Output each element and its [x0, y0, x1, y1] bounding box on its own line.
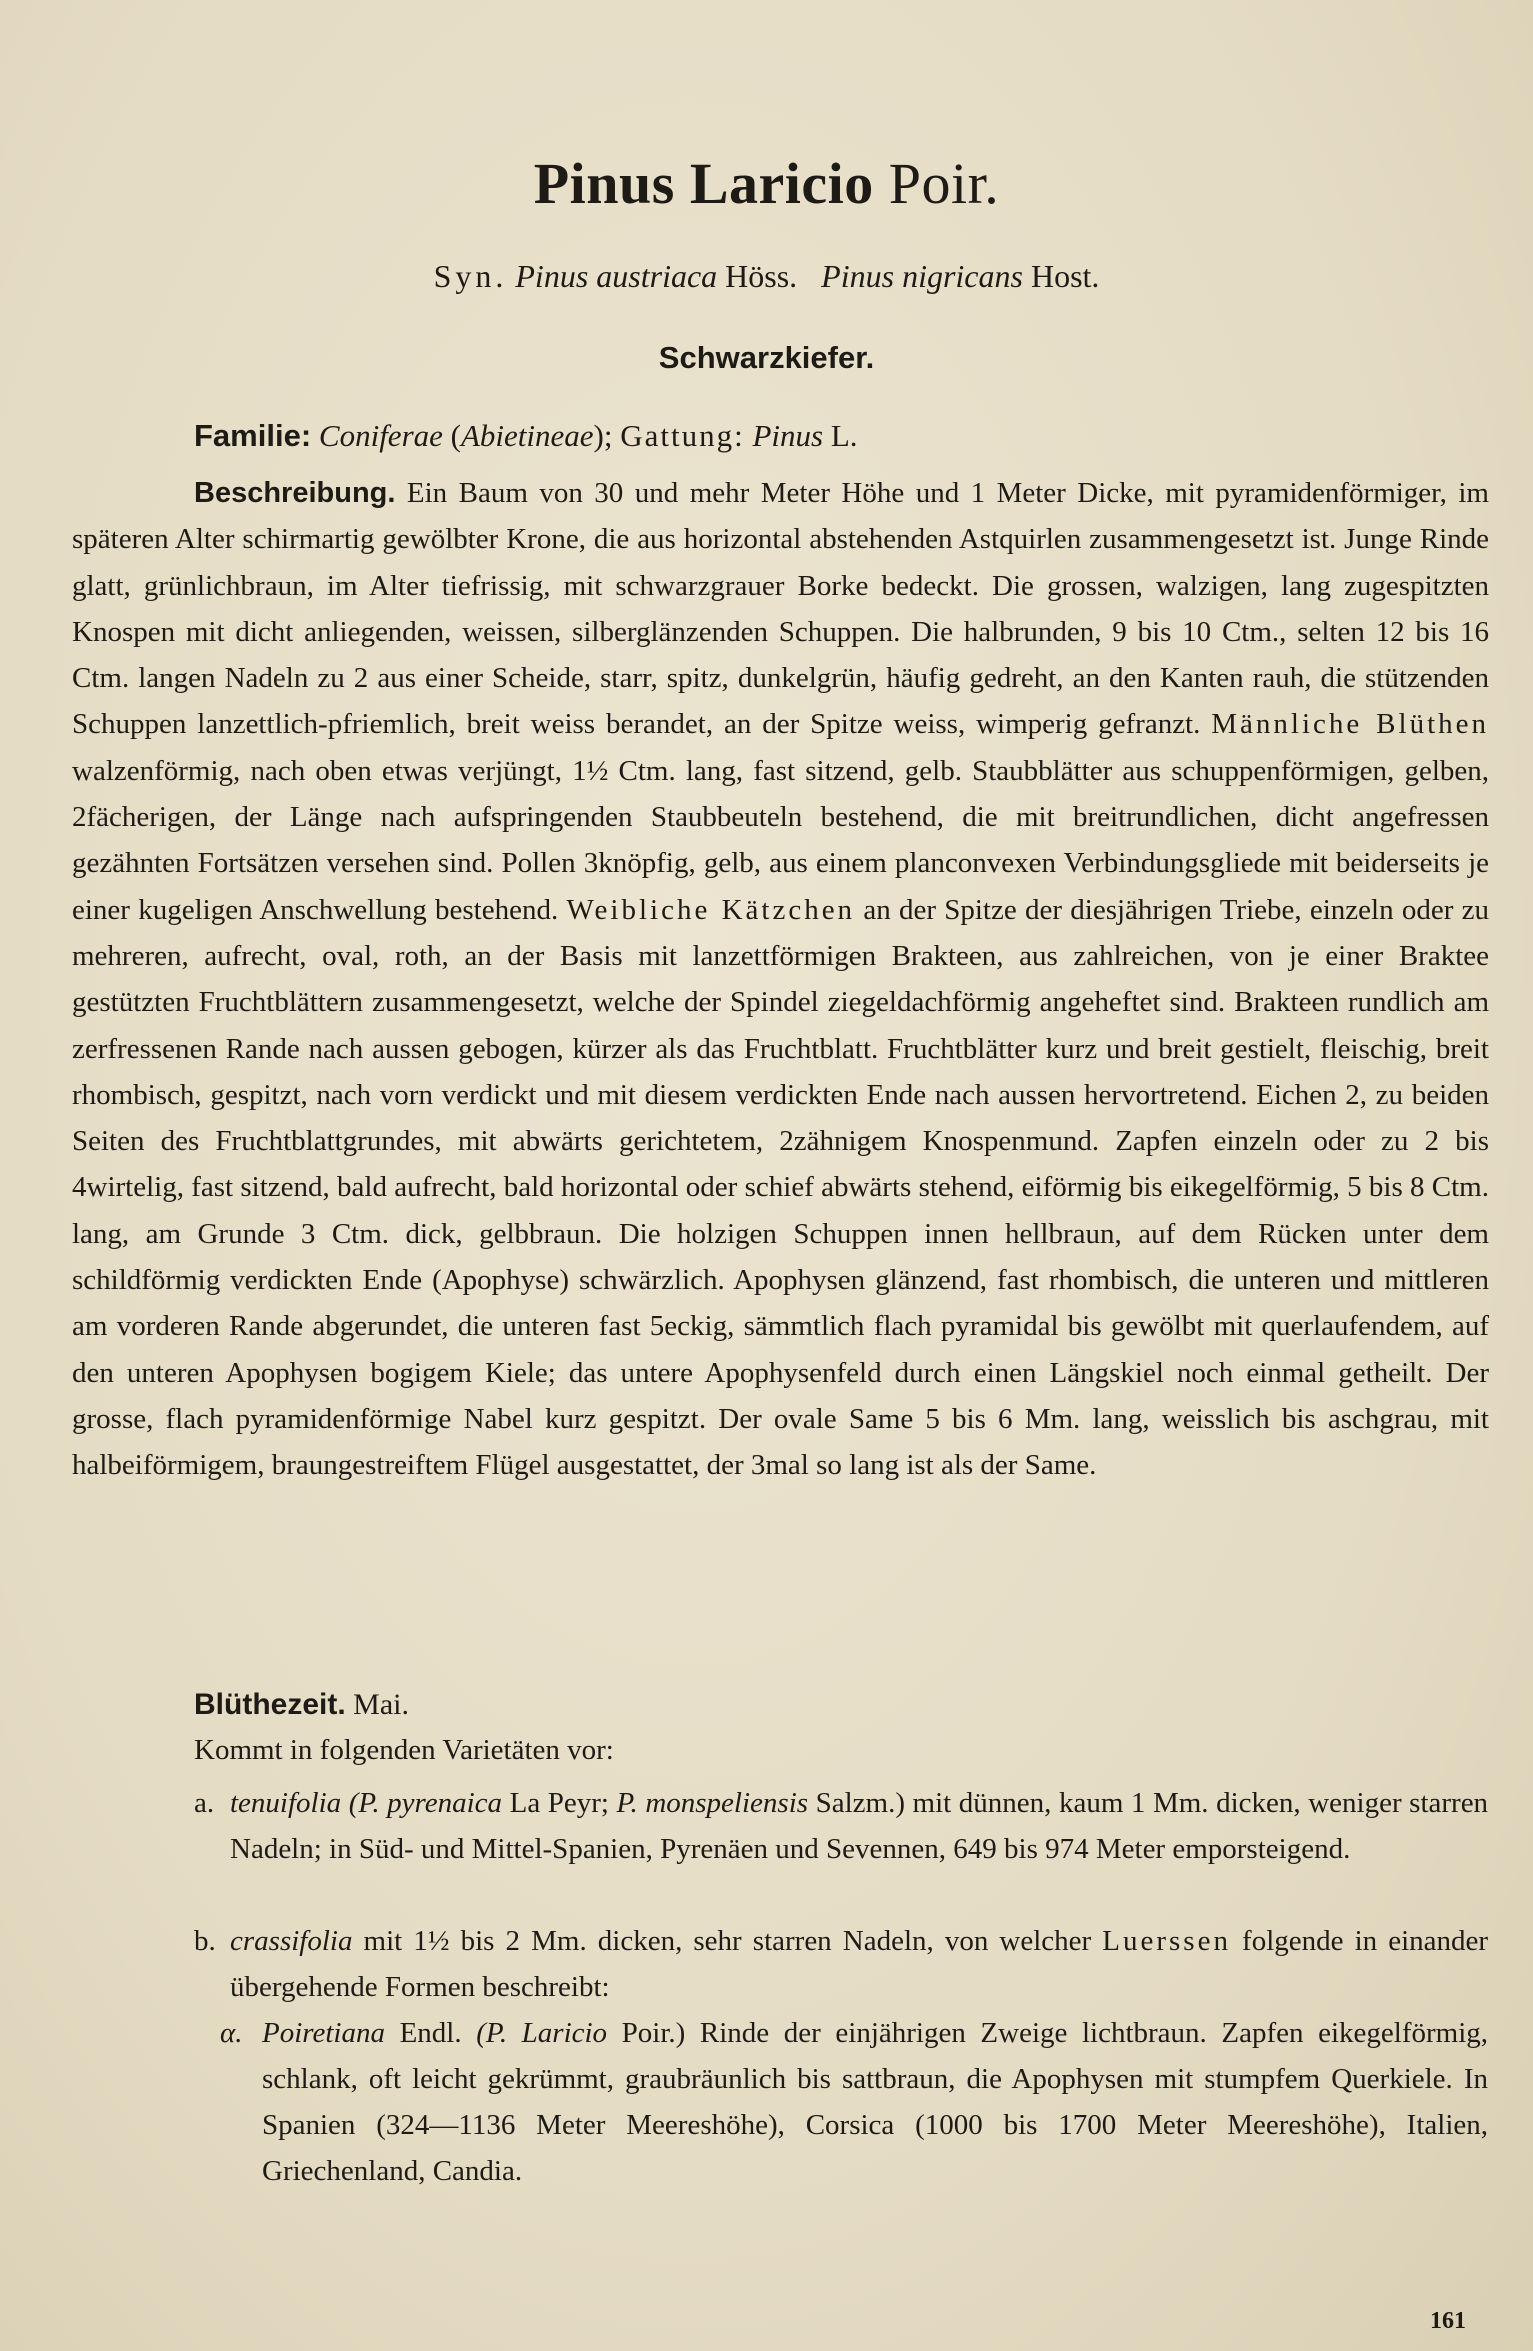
flowering-label: Blüthezeit.: [194, 1688, 346, 1721]
synonym-1: Pinus austriaca: [515, 258, 718, 294]
variety-a: [194, 1780, 1488, 1872]
family-genus-author: L.: [830, 418, 858, 453]
common-name: Schwarzkiefer.: [658, 340, 875, 375]
flowering-time: [194, 1688, 1494, 1722]
flowering-value: Mai.: [353, 1688, 409, 1721]
family-name: Coniferae: [318, 418, 443, 453]
variety-alpha-text: Rinde der einjährigen Zweige lichtbraun. Zapfen eikegelförmig, schlank, oft leicht gekrümmt, graubräunlich bis sattbraun, die Apophysen mit stumpfem Querkiele. In Spanien (324—1136 Meter Meereshöhe), Corsica (1000 bis 1700 Meter Meereshöhe), Italien, Griechenland, Candia.: [262, 2017, 1488, 2187]
page-number: 161: [1430, 2308, 1466, 2334]
synonyms-label: Syn.: [433, 258, 508, 294]
variety-alpha-synonym-author: Poir.): [621, 2017, 686, 2049]
synonym-1-author: Höss.: [725, 258, 798, 294]
family-genus: Pinus: [752, 418, 824, 453]
species-name: Laricio: [689, 151, 874, 216]
variety-b-name: crassifolia: [230, 1925, 353, 1957]
genus-label: Gattung:: [620, 418, 745, 453]
description-text-1: Ein Baum von 30 und mehr Meter Höhe und 1 Meter Dicke, mit pyramidenförmiger, im späteren Alter schirmartig gewölbter Krone, die aus horizontal abstehenden Astquirlen zusammengesetzt ist. Junge Rinde glatt, grünlichbraun, im Alter tiefrissig, mit schwarzgrauer Borke bedeckt. Die grossen, walzigen, lang zugespitzten Knospen mit dicht anliegenden, weissen, silberglänzenden Schuppen. Die halbrunden, 9 bis 10 Ctm., selten 12 bis 16 Ctm. langen Nadeln zu 2 aus einer Scheide, starr, spitz, dunkelgrün, häufig gedreht, an den Kanten rauh, die stützenden Schuppen lanzettlich-pfriemlich, breit weiss berandet, an der Spitze weiss, wimperig gefranzt.: [72, 477, 1489, 741]
variety-a-name: tenuifolia: [230, 1787, 342, 1819]
species-author: Poir.: [888, 151, 1000, 216]
variety-a-text: Salzm.) mit dünnen, kaum 1 Mm. dicken, weniger starren Nadeln; in Süd- und Mittel-Spanien, Pyrenäen und Sevennen, 649 bis 974 Meter emporsteigend.: [230, 1787, 1489, 1865]
variety-alpha-name: Poiretiana: [262, 2017, 385, 2049]
synonyms-line: [0, 258, 1533, 295]
varieties-intro: Kommt in folgenden Varietäten vor:: [194, 1734, 614, 1766]
male-flowers-label: Männliche Blüthen: [1211, 708, 1489, 741]
synonym-2-author: Host.: [1030, 258, 1100, 294]
description-paragraph: [72, 470, 1489, 1489]
variety-b-text-2: folgende in einander übergehende Formen beschreibt:: [230, 1925, 1489, 2003]
variety-alpha-author: Endl.: [399, 2017, 462, 2049]
variety-alpha: [220, 2010, 1488, 2194]
variety-b-text-1: mit 1½ bis 2 Mm. dicken, sehr starren Nadeln, von welcher: [363, 1925, 1092, 1957]
variety-alpha-synonym: (P. Laricio: [476, 2017, 608, 2049]
variety-b-marker: b.: [194, 1925, 216, 1957]
subfamily-name: Abietineae: [460, 418, 594, 453]
synonym-2: Pinus nigricans: [821, 258, 1023, 294]
female-catkins-label: Weibliche Kätzchen: [566, 893, 856, 926]
page-title: [0, 150, 1533, 217]
genus-name: Pinus: [533, 151, 675, 216]
family-label: Familie:: [194, 418, 312, 453]
family-line: Familie: Coniferae (Abietineae); Gattung: Pinus L.: [194, 418, 858, 453]
variety-alpha-marker: α.: [220, 2017, 243, 2049]
variety-a-marker: a.: [194, 1787, 215, 1819]
variety-b-person: Luerssen: [1102, 1925, 1231, 1957]
description-text-3: an der Spitze der diesjährigen Triebe, einzeln oder zu mehreren, aufrecht, oval, roth, an der Basis mit lanzettförmigen Brakteen, aus zahlreichen, von je einer Braktee gestützten Fruchtblättern zusammengesetzt, welche der Spindel ziegeldachförmig angeheftet sind. Brakteen rundlich am zerfressenen Rande nach aussen gebogen, kürzer als das Fruchtblatt. Fruchtblätter kurz und breit gestielt, fleischig, breit rhombisch, gespitzt, nach vorn verdickt und mit diesem verdickten Ende nach aussen hervortretend. Eichen 2, zu beiden Seiten des Fruchtblattgrundes, mit abwärts gerichtetem, 2zähnigem Knospenmund. Zapfen einzeln oder zu 2 bis 4wirtelig, fast sitzend, bald aufrecht, bald horizontal oder schief abwärts stehend, eiförmig bis eikegelförmig, 5 bis 8 Ctm. lang, am Grunde 3 Ctm. dick, gelbbraun. Die holzigen Schuppen innen hellbraun, auf dem Rücken unter dem schildförmig verdickten Ende (Apophyse) schwärzlich. Apophysen glänzend, fast rhombisch, die unteren und mittleren am vorderen Rande abgerundet, die unteren fast 5eckig, sämmtlich flach pyramidal bis gewölbt mit querlaufendem, auf den unteren Apophysen bogigem Kiele; das untere Apophysenfeld durch einen Längskiel noch einmal getheilt. Der grosse, flach pyramidenförmige Nabel kurz gespitzt. Der ovale Same 5 bis 6 Mm. lang, weisslich bis aschgrau, mit halbeiförmigem, braungestreiftem Flügel ausgestattet, der 3mal so lang ist als der Same.: [72, 893, 1490, 1482]
description-text-2: walzenförmig, nach oben etwas verjüngt, 1½ Ctm. lang, fast sitzend, gelb. Staubblätter aus schuppenförmigen, gelben, 2fächerigen, der Länge nach aufspringenden Staubbeuteln bestehend, die mit breitrundlichen, dicht angefressen gezähnten Fortsätzen versehen sind. Pollen 3knöpfig, gelb, aus einem planconvexen Verbindungsgliede mit beiderseits je einer kugeligen Anschwellung bestehend.: [72, 754, 1489, 926]
variety-a-synonym-2: P. monspeliensis: [616, 1787, 809, 1819]
description-label: Beschreibung.: [194, 477, 396, 509]
variety-b: [194, 1918, 1488, 2010]
variety-a-synonym: (P. pyrenaica: [348, 1787, 503, 1819]
variety-a-synonym-author: La Peyr;: [509, 1787, 609, 1819]
